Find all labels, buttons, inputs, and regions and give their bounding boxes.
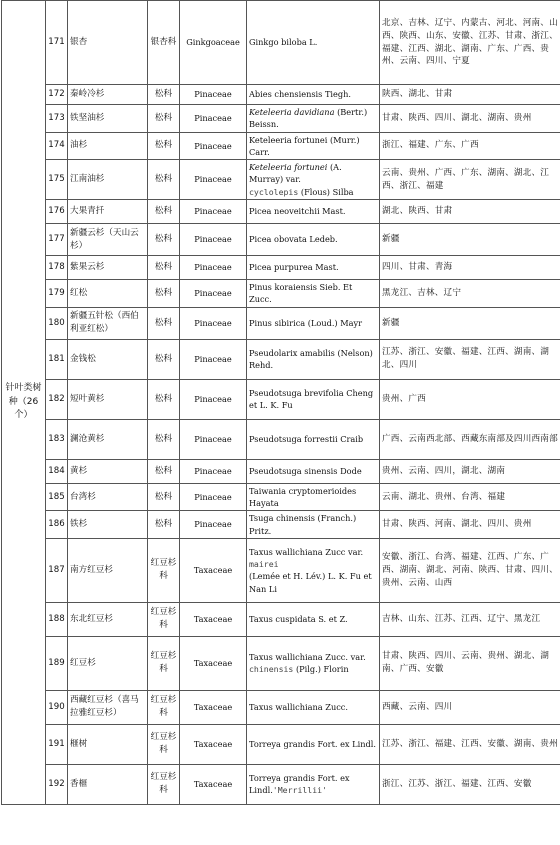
scientific-name-part: Torreya grandis Fort. ex: [249, 773, 350, 784]
row-number: 183: [46, 419, 68, 459]
scientific-name: [247, 538, 380, 602]
family-chinese: 松科: [148, 483, 180, 511]
family-chinese: 银杏科: [148, 1, 180, 85]
scientific-name: [247, 724, 380, 764]
chinese-name: 短叶黄杉: [68, 379, 148, 419]
scientific-name-part: Taiwania cryptomerioides Hayata: [249, 485, 357, 508]
distribution: 云南、贵州、广西、广东、湖南、湖北、江西、浙江、福建: [380, 160, 560, 200]
row-number: 179: [46, 280, 68, 308]
row-number: 171: [46, 1, 68, 85]
table-row: [2, 132, 560, 160]
scientific-name: [247, 339, 380, 379]
table-row: [2, 690, 560, 724]
scientific-name-part: Keteleeria davidiana: [249, 107, 335, 117]
family-latin: Pinaceae: [180, 85, 247, 105]
scientific-name: [247, 636, 380, 690]
scientific-name: [247, 200, 380, 224]
distribution: 陕西、湖北、甘肃: [380, 85, 560, 105]
scientific-name: [247, 224, 380, 256]
scientific-name-part: Torreya grandis Fort. ex Lindl.: [249, 739, 376, 750]
family-latin: Ginkgoaceae: [180, 1, 247, 85]
scientific-name-part: Tsuga chinensis (Franch.) Pritz.: [249, 513, 357, 536]
scientific-name: [247, 280, 380, 308]
chinese-name: 新疆五针松（西伯利亚红松）: [68, 307, 148, 339]
table-row: [2, 483, 560, 511]
scientific-name-part: Taxus cuspidata S. et Z.: [249, 614, 348, 625]
table-row: [2, 280, 560, 308]
family-chinese: 松科: [148, 307, 180, 339]
row-number: 186: [46, 511, 68, 539]
distribution: 安徽、浙江、台湾、福建、江西、广东、广西、湖南、湖北、河南、陕西、甘肃、四川、贵州、云南、山西: [380, 538, 560, 602]
family-latin: Taxaceae: [180, 724, 247, 764]
row-number: 176: [46, 200, 68, 224]
row-number: 182: [46, 379, 68, 419]
family-chinese: 松科: [148, 132, 180, 160]
chinese-name: 铁坚油杉: [68, 105, 148, 133]
family-chinese: 松科: [148, 85, 180, 105]
table-row: [2, 764, 560, 804]
row-number: 175: [46, 160, 68, 200]
chinese-name: 江南油杉: [68, 160, 148, 200]
chinese-name: 油杉: [68, 132, 148, 160]
family-latin: Pinaceae: [180, 379, 247, 419]
table-row: [2, 160, 560, 200]
family-latin: Pinaceae: [180, 224, 247, 256]
scientific-name-part: Pinus sibirica (Loud.) Mayr: [249, 318, 363, 329]
table-row: [2, 538, 560, 602]
family-chinese: 松科: [148, 419, 180, 459]
family-latin: Pinaceae: [180, 160, 247, 200]
row-number: 187: [46, 538, 68, 602]
table-row: [2, 602, 560, 636]
family-chinese: 红豆杉科: [148, 764, 180, 804]
scientific-name-part: Keteleeria fortunei (Murr.) Carr.: [249, 134, 360, 157]
family-latin: Pinaceae: [180, 105, 247, 133]
distribution: 四川、甘肃、青海: [380, 256, 560, 280]
row-number: 192: [46, 764, 68, 804]
row-number: 188: [46, 602, 68, 636]
family-chinese: 红豆杉科: [148, 602, 180, 636]
scientific-name-part: Pinus koraiensis Sieb. Et Zucc.: [249, 282, 353, 305]
scientific-name-part: Picea purpurea Mast.: [249, 262, 339, 273]
scientific-name-part: (A. Murray) var.: [249, 162, 342, 185]
chinese-name: 紫果云杉: [68, 256, 148, 280]
family-chinese: 红豆杉科: [148, 690, 180, 724]
scientific-name: [247, 483, 380, 511]
scientific-name-part: Picea obovata Ledeb.: [249, 234, 338, 245]
table-row: [2, 379, 560, 419]
table-row: [2, 511, 560, 539]
chinese-name: 秦岭冷杉: [68, 85, 148, 105]
family-chinese: 松科: [148, 200, 180, 224]
family-latin: Pinaceae: [180, 459, 247, 483]
family-latin: Pinaceae: [180, 256, 247, 280]
table-row: [2, 85, 560, 105]
family-chinese: 松科: [148, 105, 180, 133]
chinese-name: 榧树: [68, 724, 148, 764]
scientific-name-part: Taxus wallichiana Zucc.: [249, 702, 348, 713]
family-chinese: 红豆杉科: [148, 636, 180, 690]
group-label: 针叶类树种（26个）: [2, 1, 46, 805]
scientific-name-part: 'Merrillii': [272, 785, 328, 796]
distribution: 甘肃、陕西、四川、云南、贵州、湖北、湖南、广西、安徽: [380, 636, 560, 690]
family-chinese: 松科: [148, 280, 180, 308]
family-latin: Pinaceae: [180, 511, 247, 539]
family-chinese: 红豆杉科: [148, 724, 180, 764]
chinese-name: 银杏: [68, 1, 148, 85]
family-chinese: 红豆杉科: [148, 538, 180, 602]
row-number: 178: [46, 256, 68, 280]
distribution: 湖北、陕西、甘肃: [380, 200, 560, 224]
family-latin: Pinaceae: [180, 483, 247, 511]
distribution: 甘肃、陕西、河南、湖北、四川、贵州: [380, 511, 560, 539]
distribution: 黑龙江、吉林、辽宁: [380, 280, 560, 308]
distribution: 西藏、云南、四川: [380, 690, 560, 724]
table-row: [2, 200, 560, 224]
species-table-body: [2, 1, 560, 805]
chinese-name: 大果青扦: [68, 200, 148, 224]
scientific-name: [247, 85, 380, 105]
scientific-name-part: Lindl.: [249, 785, 273, 796]
row-number: 191: [46, 724, 68, 764]
distribution: 广西、云南西北部、西藏东南部及四川西南部: [380, 419, 560, 459]
chinese-name: 台湾杉: [68, 483, 148, 511]
family-chinese: 松科: [148, 459, 180, 483]
distribution: 甘肃、陕西、四川、湖北、湖南、贵州: [380, 105, 560, 133]
scientific-name: [247, 105, 380, 133]
scientific-name: [247, 602, 380, 636]
scientific-name: [247, 511, 380, 539]
chinese-name: 南方红豆杉: [68, 538, 148, 602]
scientific-name-part: (Bertr.) Beissn.: [249, 107, 368, 130]
row-number: 180: [46, 307, 68, 339]
distribution: 贵州、云南、四川，湖北、湖南: [380, 459, 560, 483]
scientific-name: [247, 764, 380, 804]
distribution: 贵州、广西: [380, 379, 560, 419]
family-latin: Pinaceae: [180, 280, 247, 308]
distribution: 云南、湖北、贵州、台湾、福建: [380, 483, 560, 511]
scientific-name-part: Keteleeria fortunei: [249, 162, 328, 173]
family-latin: Pinaceae: [180, 419, 247, 459]
family-chinese: 松科: [148, 379, 180, 419]
row-number: 172: [46, 85, 68, 105]
row-number: 177: [46, 224, 68, 256]
distribution: 新疆: [380, 307, 560, 339]
distribution: 吉林、山东、江苏、江西、辽宁、黑龙江: [380, 602, 560, 636]
row-number: 189: [46, 636, 68, 690]
family-latin: Pinaceae: [180, 339, 247, 379]
distribution: 北京、吉林、辽宁、内蒙古、河北、河南、山西、陕西、山东、安徽、江苏、甘肃、浙江、福建、江西、湖北、湖南、广东、广西、贵州、云南、四川、宁夏: [380, 1, 560, 85]
row-number: 181: [46, 339, 68, 379]
scientific-name-part: Pseudotsuga forrestii Craib: [249, 434, 364, 445]
scientific-name-part: Pseudotsuga brevifolia Cheng et L. K. Fu: [249, 387, 374, 411]
table-row: [2, 459, 560, 483]
distribution: 新疆: [380, 224, 560, 256]
row-number: 173: [46, 105, 68, 133]
family-chinese: 松科: [148, 224, 180, 256]
scientific-name-part: (Flous) Silba: [298, 186, 354, 197]
family-latin: Taxaceae: [180, 538, 247, 602]
chinese-name: 金钱松: [68, 339, 148, 379]
table-row: [2, 224, 560, 256]
scientific-name: [247, 690, 380, 724]
family-latin: Pinaceae: [180, 200, 247, 224]
scientific-name-part: (Pilg.) Florin: [293, 664, 349, 675]
family-latin: Pinaceae: [180, 132, 247, 160]
distribution: 江苏、浙江、安徽、福建、江西、湖南、湖北、四川: [380, 339, 560, 379]
table-row: [2, 1, 560, 85]
scientific-name: [247, 307, 380, 339]
scientific-name-part: Taxus wallichiana Zucc var.: [249, 546, 364, 557]
table-row: [2, 419, 560, 459]
chinese-name: 西藏红豆杉（喜马拉雅红豆杉）: [68, 690, 148, 724]
family-chinese: 松科: [148, 160, 180, 200]
scientific-name-part: (Lemée et H. Lév.) L. K. Fu et Nan Li: [249, 571, 372, 594]
scientific-name-part: Picea neoveitchii Mast.: [249, 206, 346, 217]
family-chinese: 松科: [148, 511, 180, 539]
table-row: [2, 724, 560, 764]
scientific-name-part: Abies chensiensis Tiegh.: [249, 89, 352, 100]
table-row: [2, 307, 560, 339]
family-latin: Taxaceae: [180, 636, 247, 690]
table-row: [2, 105, 560, 133]
chinese-name: 澜沧黄杉: [68, 419, 148, 459]
table-row: [2, 256, 560, 280]
scientific-name: [247, 256, 380, 280]
row-number: 174: [46, 132, 68, 160]
family-latin: Taxaceae: [180, 690, 247, 724]
chinese-name: 新疆云杉（天山云杉）: [68, 224, 148, 256]
scientific-name-part: mairei: [249, 559, 279, 570]
table-row: [2, 339, 560, 379]
scientific-name-part: cyclolepis: [249, 186, 299, 197]
row-number: 190: [46, 690, 68, 724]
family-chinese: 松科: [148, 339, 180, 379]
family-chinese: 松科: [148, 256, 180, 280]
table-row: [2, 636, 560, 690]
row-number: 184: [46, 459, 68, 483]
chinese-name: 东北红豆杉: [68, 602, 148, 636]
distribution: 浙江、江苏、浙江、福建、江西、安徽: [380, 764, 560, 804]
distribution: 江苏、浙江、福建、江西、安徽、湖南、贵州: [380, 724, 560, 764]
scientific-name: [247, 379, 380, 419]
scientific-name: [247, 459, 380, 483]
family-latin: Taxaceae: [180, 764, 247, 804]
row-number: 185: [46, 483, 68, 511]
species-table: [1, 0, 560, 805]
chinese-name: 黄杉: [68, 459, 148, 483]
chinese-name: 铁杉: [68, 511, 148, 539]
scientific-name: [247, 160, 380, 200]
scientific-name-part: Pseudotsuga sinensis Dode: [249, 466, 362, 477]
distribution: 浙江、福建、广东、广西: [380, 132, 560, 160]
scientific-name: [247, 132, 380, 160]
chinese-name: 香榧: [68, 764, 148, 804]
scientific-name-part: chinensis: [249, 664, 294, 675]
family-latin: Taxaceae: [180, 602, 247, 636]
scientific-name-part: Pseudolarix amabilis (Nelson) Rehd.: [249, 347, 373, 371]
scientific-name: [247, 419, 380, 459]
chinese-name: 红松: [68, 280, 148, 308]
family-latin: Pinaceae: [180, 307, 247, 339]
scientific-name: [247, 1, 380, 85]
scientific-name-part: Taxus wallichiana Zucc. var.: [249, 652, 366, 663]
chinese-name: 红豆杉: [68, 636, 148, 690]
scientific-name-part: Ginkgo biloba L.: [249, 37, 318, 48]
